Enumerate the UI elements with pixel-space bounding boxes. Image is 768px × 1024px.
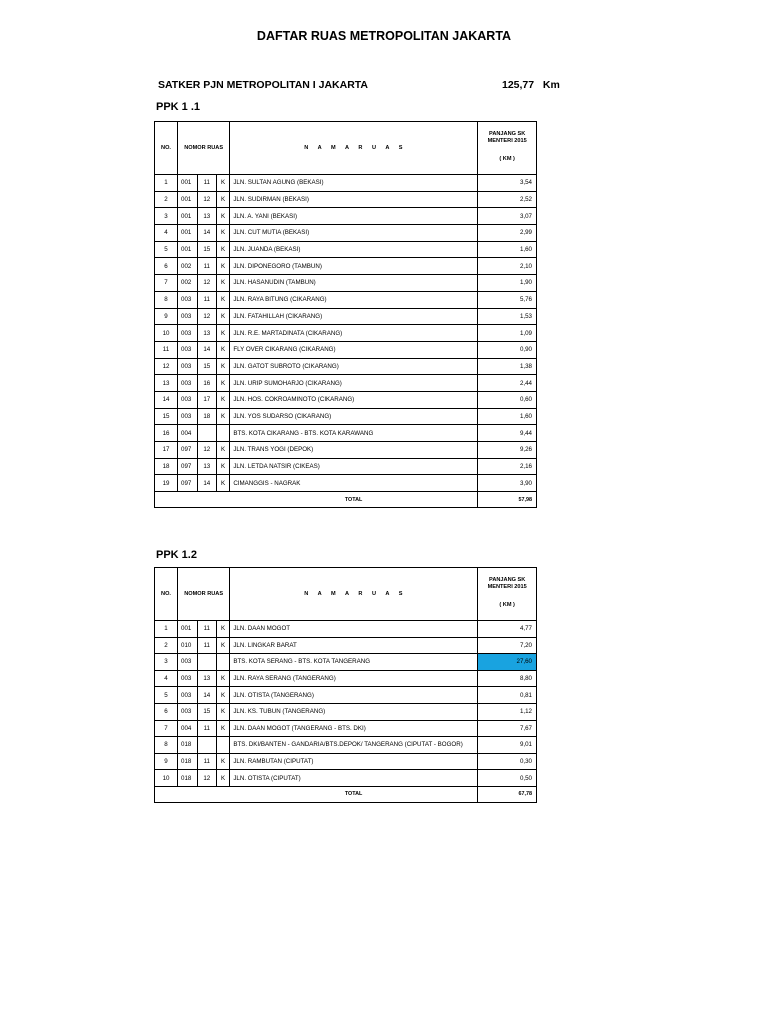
ruas-length: 1,60 [478,408,537,425]
ruas-sub-code [197,737,216,754]
row-number: 8 [155,737,178,754]
ruas-class: K [216,408,230,425]
ruas-length: 4,77 [478,621,537,638]
table-row [155,325,537,342]
ruas-code: 097 [178,442,198,459]
ruas-sub-code: 14 [197,341,216,358]
ruas-length: 3,54 [478,175,537,192]
ruas-sub-code: 11 [197,753,216,770]
ruas-class: K [216,191,230,208]
ruas-sub-code: 12 [197,308,216,325]
ppk1-table [154,121,537,508]
ruas-code: 003 [178,703,198,720]
ruas-sub-code: 11 [197,258,216,275]
row-number: 10 [155,325,178,342]
ruas-length: 1,12 [478,703,537,720]
row-number: 9 [155,308,178,325]
ruas-class: K [216,391,230,408]
ruas-class: K [216,442,230,459]
ruas-code: 003 [178,358,198,375]
row-number: 15 [155,408,178,425]
header-unit-label: ( KM ) [499,156,515,163]
table-row [155,475,537,492]
ruas-code: 018 [178,737,198,754]
ruas-class: K [216,621,230,638]
ruas-code: 001 [178,175,198,192]
table-row [155,753,537,770]
ruas-class: K [216,720,230,737]
ruas-length: 7,20 [478,637,537,654]
table-row [155,175,537,192]
row-number: 2 [155,637,178,654]
ppk2-table [154,567,537,803]
ruas-code: 003 [178,375,198,392]
total-label: TOTAL [230,492,478,508]
ruas-name: JLN. OTISTA (CIPUTAT) [230,770,478,787]
row-number: 2 [155,191,178,208]
ruas-sub-code: 14 [197,687,216,704]
total-spacer [155,786,230,802]
header-no: NO. [155,122,178,175]
ruas-class [216,654,230,671]
ruas-sub-code: 12 [197,275,216,292]
ruas-code: 003 [178,308,198,325]
row-number: 4 [155,225,178,242]
header-panjang-label: PANJANG SK MENTERI 2015 [487,131,527,144]
row-number: 7 [155,720,178,737]
total-row [155,786,537,802]
ruas-length: 2,52 [478,191,537,208]
ruas-sub-code: 18 [197,408,216,425]
ruas-sub-code: 11 [197,720,216,737]
ruas-sub-code: 11 [197,175,216,192]
ruas-class: K [216,341,230,358]
satker-title: SATKER PJN METROPOLITAN I JAKARTA [158,79,369,91]
row-number: 13 [155,375,178,392]
ruas-length: 0,90 [478,341,537,358]
row-number: 10 [155,770,178,787]
table-row [155,670,537,687]
ruas-name: JLN. DAAN MOGOT [230,621,478,638]
ruas-length: 0,50 [478,770,537,787]
row-number: 3 [155,654,178,671]
ruas-code: 010 [178,637,198,654]
ruas-length: 2,10 [478,258,537,275]
table-row [155,241,537,258]
ruas-sub-code: 13 [197,325,216,342]
ruas-sub-code: 17 [197,391,216,408]
header-nama-ruas: N A M A R U A S [230,122,478,175]
ruas-name: JLN. HOS. COKROAMINOTO (CIKARANG) [230,391,478,408]
ruas-sub-code: 11 [197,291,216,308]
ruas-class [216,737,230,754]
table-row [155,208,537,225]
header-nama-ruas: N A M A R U A S [230,568,478,621]
ppk2-title: PPK 1.2 [156,549,197,561]
table-row [155,341,537,358]
ruas-code: 018 [178,770,198,787]
ruas-sub-code: 15 [197,703,216,720]
ruas-name: BTS. DKI/BANTEN - GANDARIA/BTS.DEPOK/ TANGERANG (CIPUTAT - BOGOR) [230,737,478,754]
table-row [155,703,537,720]
ruas-code: 002 [178,275,198,292]
ruas-class: K [216,637,230,654]
row-number: 11 [155,341,178,358]
table-row [155,258,537,275]
ruas-sub-code: 15 [197,358,216,375]
ruas-length: 5,76 [478,291,537,308]
table-header-row [155,568,537,621]
table-row [155,458,537,475]
ruas-sub-code: 12 [197,191,216,208]
ruas-code: 003 [178,341,198,358]
ruas-length: 2,16 [478,458,537,475]
header-no: NO. [155,568,178,621]
row-number: 5 [155,687,178,704]
ruas-length: 3,90 [478,475,537,492]
table-row [155,408,537,425]
total-row [155,492,537,508]
ruas-class: K [216,670,230,687]
table-row [155,687,537,704]
row-number: 5 [155,241,178,258]
table-row [155,191,537,208]
document-title: DAFTAR RUAS METROPOLITAN JAKARTA [256,29,512,43]
ruas-name: JLN. GATOT SUBROTO (CIKARANG) [230,358,478,375]
row-number: 18 [155,458,178,475]
ruas-length: 27,60 [478,654,537,671]
ruas-class: K [216,458,230,475]
total-label: TOTAL [230,786,478,802]
ruas-class: K [216,241,230,258]
row-number: 17 [155,442,178,459]
ruas-sub-code: 15 [197,241,216,258]
ruas-length: 8,80 [478,670,537,687]
row-number: 16 [155,425,178,442]
ruas-code: 003 [178,408,198,425]
ruas-code: 003 [178,687,198,704]
header-nomor-ruas: NOMOR RUAS [178,568,230,621]
ruas-sub-code: 13 [197,458,216,475]
ruas-name: BTS. KOTA CIKARANG - BTS. KOTA KARAWANG [230,425,478,442]
ruas-class: K [216,770,230,787]
row-number: 12 [155,358,178,375]
ruas-name: JLN. RAMBUTAN (CIPUTAT) [230,753,478,770]
ruas-name: JLN. RAYA BITUNG (CIKARANG) [230,291,478,308]
ruas-name: JLN. RAYA SERANG (TANGERANG) [230,670,478,687]
ruas-name: JLN. LINGKAR BARAT [230,637,478,654]
table-row [155,425,537,442]
ruas-code: 097 [178,475,198,492]
ruas-class [216,425,230,442]
row-number: 19 [155,475,178,492]
ruas-name: JLN. R.E. MARTADINATA (CIKARANG) [230,325,478,342]
ruas-name: JLN. SUDIRMAN (BEKASI) [230,191,478,208]
ruas-code: 004 [178,425,198,442]
ruas-name: JLN. DAAN MOGOT (TANGERANG - BTS. DKI) [230,720,478,737]
row-number: 1 [155,175,178,192]
row-number: 14 [155,391,178,408]
ruas-code: 002 [178,258,198,275]
ppk1-table-body [155,175,537,508]
ruas-name: FLY OVER CIKARANG (CIKARANG) [230,341,478,358]
row-number: 3 [155,208,178,225]
ruas-code: 001 [178,621,198,638]
header-panjang [478,122,537,175]
row-number: 4 [155,670,178,687]
header-panjang-label: PANJANG SK MENTERI 2015 [487,577,527,590]
row-number: 9 [155,753,178,770]
ruas-length: 9,26 [478,442,537,459]
ruas-length: 1,60 [478,241,537,258]
table-row [155,654,537,671]
ruas-class: K [216,258,230,275]
ruas-name: JLN. URIP SUMOHARJO (CIKARANG) [230,375,478,392]
ruas-name: JLN. DIPONEGORO (TAMBUN) [230,258,478,275]
ruas-length: 1,09 [478,325,537,342]
table-row [155,442,537,459]
ruas-code: 097 [178,458,198,475]
row-number: 1 [155,621,178,638]
ruas-class: K [216,225,230,242]
ruas-length: 9,44 [478,425,537,442]
ruas-code: 001 [178,241,198,258]
header-panjang [478,568,537,621]
header-nomor-ruas: NOMOR RUAS [178,122,230,175]
ruas-length: 0,81 [478,687,537,704]
ruas-code: 003 [178,291,198,308]
ruas-class: K [216,358,230,375]
ruas-class: K [216,753,230,770]
ruas-name: JLN. JUANDA (BEKASI) [230,241,478,258]
ruas-length: 1,53 [478,308,537,325]
row-number: 6 [155,703,178,720]
table-row [155,637,537,654]
ruas-sub-code [197,425,216,442]
ruas-name: JLN. OTISTA (TANGERANG) [230,687,478,704]
ppk1-title: PPK 1 .1 [156,101,201,113]
ruas-name: JLN. KS. TUBUN (TANGERANG) [230,703,478,720]
ruas-sub-code [197,654,216,671]
ruas-name: JLN. FATAHILLAH (CIKARANG) [230,308,478,325]
ruas-length: 7,67 [478,720,537,737]
satker-total-length: 125,77 Km [502,79,560,91]
ruas-sub-code: 12 [197,770,216,787]
total-value: 57,98 [478,492,537,508]
ruas-length: 3,07 [478,208,537,225]
ruas-code: 001 [178,208,198,225]
ruas-code: 001 [178,225,198,242]
ruas-length: 0,60 [478,391,537,408]
ruas-length: 1,38 [478,358,537,375]
ruas-class: K [216,308,230,325]
ruas-class: K [216,475,230,492]
table-row [155,275,537,292]
header-unit-label: ( KM ) [499,602,515,609]
row-number: 6 [155,258,178,275]
ruas-name: JLN. CUT MUTIA (BEKASI) [230,225,478,242]
ruas-code: 004 [178,720,198,737]
ruas-class: K [216,275,230,292]
ruas-name: JLN. LETDA NATSIR (CIKEAS) [230,458,478,475]
ruas-length: 9,01 [478,737,537,754]
ruas-name: JLN. YOS SUDARSO (CIKARANG) [230,408,478,425]
ruas-code: 003 [178,654,198,671]
total-value: 67,78 [478,786,537,802]
table-row [155,391,537,408]
ruas-sub-code: 13 [197,670,216,687]
ruas-class: K [216,687,230,704]
ppk2-table-body [155,621,537,803]
ruas-name: CIMANGGIS - NAGRAK [230,475,478,492]
table-row [155,621,537,638]
ruas-name: JLN. HASANUDIN (TAMBUN) [230,275,478,292]
table-row [155,720,537,737]
table-row [155,375,537,392]
total-spacer [155,492,230,508]
ruas-length: 0,30 [478,753,537,770]
ruas-name: JLN. SULTAN AGUNG (BEKASI) [230,175,478,192]
ruas-sub-code: 14 [197,475,216,492]
ruas-code: 001 [178,191,198,208]
row-number: 7 [155,275,178,292]
ruas-sub-code: 11 [197,621,216,638]
ruas-code: 018 [178,753,198,770]
ruas-code: 003 [178,670,198,687]
table-row [155,225,537,242]
ruas-length: 2,99 [478,225,537,242]
table-row [155,308,537,325]
ruas-length: 2,44 [478,375,537,392]
table-row [155,291,537,308]
ruas-class: K [216,703,230,720]
ruas-name: JLN. A. YANI (BEKASI) [230,208,478,225]
row-number: 8 [155,291,178,308]
ruas-code: 003 [178,325,198,342]
ruas-sub-code: 16 [197,375,216,392]
table-row [155,737,537,754]
ruas-code: 003 [178,391,198,408]
ruas-class: K [216,325,230,342]
table-header-row [155,122,537,175]
ruas-class: K [216,375,230,392]
ruas-sub-code: 13 [197,208,216,225]
table-row [155,770,537,787]
ruas-class: K [216,175,230,192]
ruas-name: BTS. KOTA SERANG - BTS. KOTA TANGERANG [230,654,478,671]
ruas-sub-code: 12 [197,442,216,459]
table-row [155,358,537,375]
ruas-sub-code: 14 [197,225,216,242]
ruas-sub-code: 11 [197,637,216,654]
ruas-length: 1,90 [478,275,537,292]
ruas-name: JLN. TRANS YOGI (DEPOK) [230,442,478,459]
ruas-class: K [216,208,230,225]
ruas-class: K [216,291,230,308]
